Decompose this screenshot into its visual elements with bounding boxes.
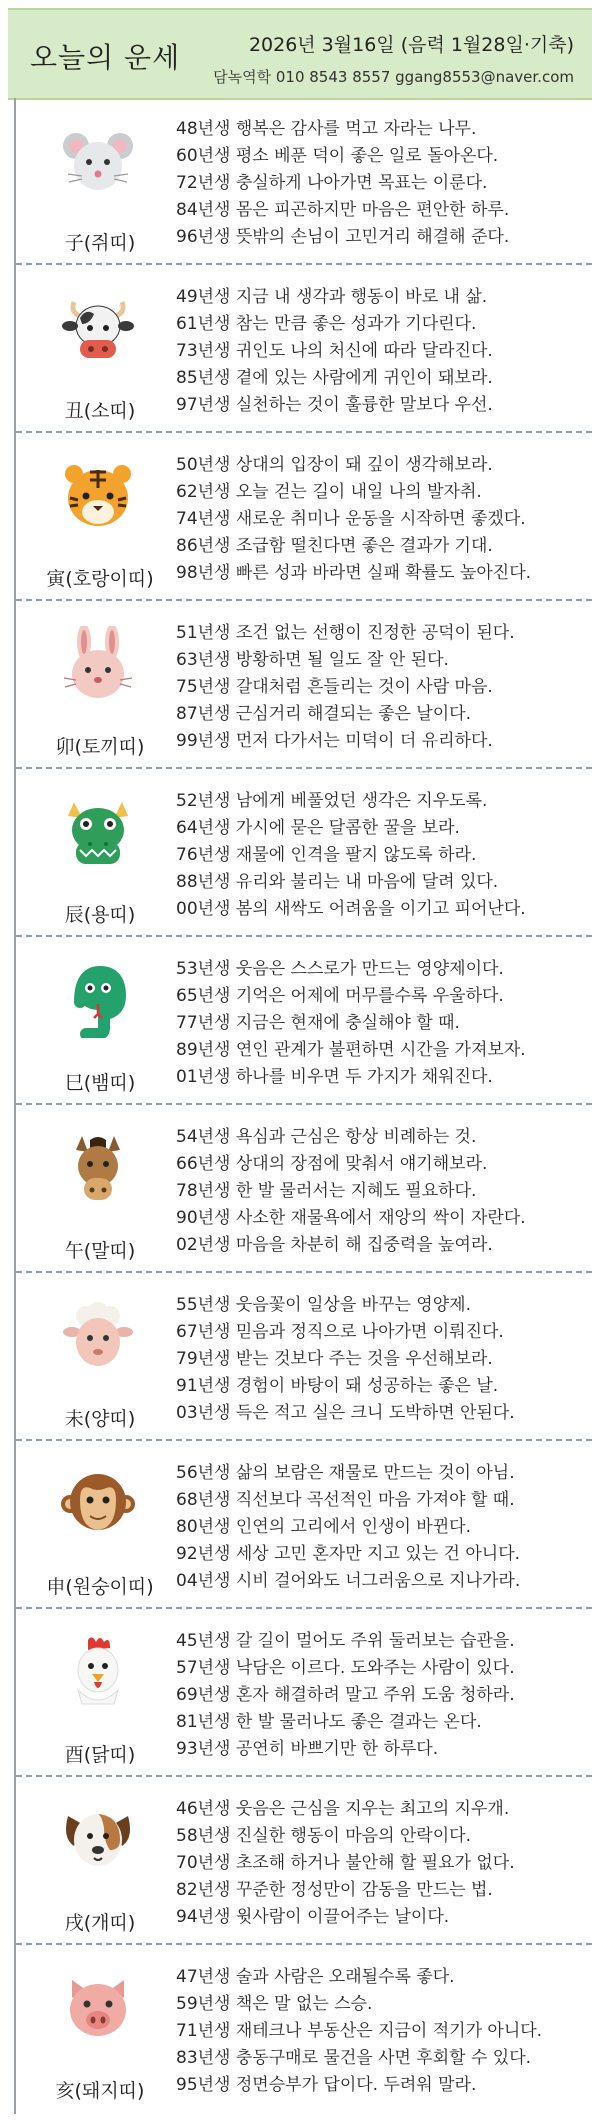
zodiac-name: 巳(뱀띠) <box>64 1072 136 1094</box>
fortune-line: 48년생 행복은 감사를 먹고 자라는 나무. <box>176 119 477 139</box>
fortune-line: 80년생 인연의 고리에서 인생이 바뀐다. <box>176 1517 471 1537</box>
fortune-line: 88년생 유리와 불리는 내 마음에 달려 있다. <box>176 872 499 892</box>
zodiac-name: 寅(호랑이띠) <box>46 568 154 590</box>
fortune-line: 89년생 연인 관계가 불편하면 시간을 가져보자. <box>176 1040 526 1060</box>
zodiac-section <box>16 604 592 769</box>
contact-info: 담녹역학 010 8543 8557 ggang8553@naver.com <box>213 68 574 86</box>
fortune-line: 45년생 갈 길이 멀어도 주위 둘러보는 습관을. <box>176 1631 515 1651</box>
page-title: 오늘의 운세 <box>30 41 181 74</box>
fortune-line: 78년생 한 발 물러서는 지혜도 필요하다. <box>176 1181 477 1201</box>
fortune-line: 77년생 지금은 현재에 충실해야 할 때. <box>176 1013 460 1033</box>
zodiac-animal <box>16 436 166 601</box>
fortune-line: 66년생 상대의 장점에 맞춰서 얘기해보라. <box>176 1154 488 1174</box>
fortune-line: 96년생 뜻밖의 손님이 고민거리 해결해 준다. <box>176 227 510 247</box>
fortune-line: 55년생 웃음꽃이 일상을 바꾸는 영양제. <box>176 1295 471 1315</box>
section-divider <box>16 263 592 265</box>
zodiac-name: 申(원숭이띠) <box>46 1576 154 1598</box>
section-divider <box>16 1271 592 1273</box>
fortune-line: 76년생 재물에 인격을 팔지 않도록 하라. <box>176 845 477 865</box>
zodiac-name: 午(말띠) <box>64 1240 136 1262</box>
fortune-line: 58년생 진실한 행동이 마음의 안락이다. <box>176 1826 471 1846</box>
fortune-line: 70년생 초조해 하거나 불안해 할 필요가 없다. <box>176 1853 515 1873</box>
fortune-line: 62년생 오늘 걷는 길이 내일 나의 발자취. <box>176 482 482 502</box>
zodiac-section <box>16 1612 592 1777</box>
fortune-line: 65년생 기억은 어제에 머무를수록 우울하다. <box>176 986 504 1006</box>
fortune-line: 61년생 참는 만큼 좋은 성과가 기다린다. <box>176 314 477 334</box>
zodiac-animal <box>16 940 166 1105</box>
zodiac-section <box>16 772 592 937</box>
zodiac-section <box>16 1276 592 1441</box>
zodiac-animal <box>16 1276 166 1441</box>
fortune-line: 75년생 갈대처럼 흔들리는 것이 사람 마음. <box>176 677 493 697</box>
sheep-icon <box>60 1298 136 1374</box>
ox-icon <box>60 290 136 366</box>
fortune-line: 01년생 하나를 비우면 두 가지가 채워진다. <box>176 1067 493 1087</box>
fortune-line: 03년생 득은 적고 실은 크니 도박하면 안된다. <box>176 1403 515 1423</box>
fortune-lines <box>176 1964 586 2099</box>
zodiac-name: 辰(용띠) <box>64 904 136 926</box>
fortune-lines <box>176 1124 586 1259</box>
fortune-line: 86년생 조급함 떨친다면 좋은 결과가 기대. <box>176 536 493 556</box>
fortune-line: 56년생 삶의 보람은 재물로 만드는 것이 아님. <box>176 1463 515 1483</box>
section-divider <box>16 767 592 769</box>
zodiac-animal <box>16 604 166 769</box>
fortune-lines <box>176 788 586 923</box>
fortune-line: 73년생 귀인도 나의 처신에 따라 달라진다. <box>176 341 493 361</box>
fortune-lines <box>176 620 586 755</box>
fortune-line: 60년생 평소 베푼 덕이 좋은 일로 돌아온다. <box>176 146 499 166</box>
zodiac-animal <box>16 772 166 937</box>
fortune-line: 51년생 조건 없는 선행이 진정한 공덕이 된다. <box>176 623 515 643</box>
tiger-icon <box>60 458 136 534</box>
fortune-line: 91년생 경험이 바탕이 돼 성공하는 좋은 날. <box>176 1376 499 1396</box>
date-label: 2026년 3월16일 (음력 1월28일·기축) <box>248 34 574 56</box>
rabbit-icon <box>60 626 136 702</box>
zodiac-animal <box>16 1948 166 2113</box>
section-divider <box>16 1775 592 1777</box>
section-divider <box>16 1943 592 1945</box>
header <box>8 8 592 100</box>
zodiac-name: 戌(개띠) <box>64 1912 136 1934</box>
horse-icon <box>60 1130 136 1206</box>
fortune-line: 00년생 봄의 새싹도 어려움을 이기고 피어난다. <box>176 899 526 919</box>
fortune-line: 68년생 직선보다 곡선적인 마음 가져야 할 때. <box>176 1490 515 1510</box>
rat-icon <box>60 122 136 198</box>
zodiac-name: 丑(소띠) <box>64 400 136 422</box>
zodiac-section <box>16 1948 592 2113</box>
zodiac-name: 未(양띠) <box>64 1408 136 1430</box>
zodiac-section <box>16 436 592 601</box>
fortune-line: 46년생 웃음은 근심을 지우는 최고의 지우개. <box>176 1799 510 1819</box>
monkey-icon <box>60 1466 136 1542</box>
fortune-lines <box>176 1460 586 1595</box>
section-divider <box>16 1607 592 1609</box>
rooster-icon <box>60 1634 136 1710</box>
section-divider <box>16 599 592 601</box>
fortune-line: 02년생 마음을 차분히 해 집중력을 높여라. <box>176 1235 493 1255</box>
dog-icon <box>60 1802 136 1878</box>
zodiac-animal <box>16 268 166 433</box>
fortune-line: 81년생 한 발 물러나도 좋은 결과는 온다. <box>176 1712 482 1732</box>
fortune-line: 50년생 상대의 입장이 돼 깊이 생각해보라. <box>176 455 493 475</box>
zodiac-name: 子(쥐띠) <box>64 232 136 254</box>
fortune-lines <box>176 1292 586 1427</box>
zodiac-section <box>16 940 592 1105</box>
fortune-line: 59년생 책은 말 없는 스승. <box>176 1994 373 2014</box>
fortune-line: 92년생 세상 고민 혼자만 지고 있는 건 아니다. <box>176 1544 521 1564</box>
fortune-lines <box>176 1796 586 1931</box>
fortune-line: 82년생 꾸준한 정성만이 감동을 만드는 법. <box>176 1880 493 1900</box>
zodiac-section <box>16 100 592 265</box>
zodiac-animal <box>16 1108 166 1273</box>
fortune-line: 79년생 받는 것보다 주는 것을 우선해보라. <box>176 1349 493 1369</box>
fortune-line: 97년생 실천하는 것이 훌륭한 말보다 우선. <box>176 395 493 415</box>
zodiac-animal <box>16 100 166 265</box>
fortune-line: 72년생 충실하게 나아가면 목표는 이룬다. <box>176 173 488 193</box>
fortune-lines <box>176 1628 586 1763</box>
section-divider <box>16 1439 592 1441</box>
zodiac-animal <box>16 1780 166 1945</box>
section-divider <box>16 1103 592 1105</box>
fortune-lines <box>176 956 586 1091</box>
zodiac-section <box>16 1108 592 1273</box>
fortune-line: 87년생 근심거리 해결되는 좋은 날이다. <box>176 704 471 724</box>
section-divider <box>16 431 592 433</box>
pig-icon <box>60 1970 136 2046</box>
fortune-line: 04년생 시비 걸어와도 너그러움으로 지나가라. <box>176 1571 521 1591</box>
zodiac-section <box>16 1444 592 1609</box>
fortune-lines <box>176 116 586 251</box>
fortune-line: 53년생 웃음은 스스로가 만드는 영양제이다. <box>176 959 504 979</box>
fortune-line: 74년생 새로운 취미나 운동을 시작하면 좋겠다. <box>176 509 526 529</box>
fortune-line: 90년생 사소한 재물욕에서 재앙의 싹이 자란다. <box>176 1208 526 1228</box>
fortune-line: 94년생 윗사람이 이끌어주는 날이다. <box>176 1907 450 1927</box>
fortune-line: 63년생 방황하면 될 일도 잘 안 된다. <box>176 650 449 670</box>
zodiac-section <box>16 1780 592 1945</box>
dragon-icon <box>60 794 136 870</box>
zodiac-name: 卯(토끼띠) <box>55 736 145 758</box>
zodiac-section <box>16 268 592 433</box>
fortune-line: 93년생 공연히 바쁘기만 한 하루다. <box>176 1739 439 1759</box>
zodiac-name: 酉(닭띠) <box>64 1744 136 1766</box>
fortune-line: 99년생 먼저 다가서는 미덕이 더 유리하다. <box>176 731 493 751</box>
fortune-line: 84년생 몸은 피곤하지만 마음은 편안한 하루. <box>176 200 510 220</box>
fortune-line: 54년생 욕심과 근심은 항상 비례하는 것. <box>176 1127 477 1147</box>
fortune-line: 69년생 혼자 해결하려 말고 주위 도움 청하라. <box>176 1685 515 1705</box>
section-divider <box>16 935 592 937</box>
fortune-line: 49년생 지금 내 생각과 행동이 바로 내 삶. <box>176 287 488 307</box>
fortune-line: 95년생 정면승부가 답이다. 두려워 말라. <box>176 2075 477 2095</box>
fortune-line: 85년생 곁에 있는 사람에게 귀인이 돼보라. <box>176 368 493 388</box>
snake-icon <box>60 962 136 1038</box>
fortune-line: 71년생 재테크나 부동산은 지금이 적기가 아니다. <box>176 2021 543 2041</box>
fortune-line: 64년생 가시에 묻은 달콤한 꿀을 보라. <box>176 818 460 838</box>
fortune-lines <box>176 452 586 587</box>
zodiac-animal <box>16 1612 166 1777</box>
fortune-line: 52년생 남에게 베풀었던 생각은 지우도록. <box>176 791 488 811</box>
fortune-line: 57년생 낙담은 이르다. 도와주는 사람이 있다. <box>176 1658 515 1678</box>
zodiac-name: 亥(돼지띠) <box>55 2080 145 2102</box>
fortune-lines <box>176 284 586 419</box>
fortune-line: 47년생 술과 사람은 오래될수록 좋다. <box>176 1967 455 1987</box>
fortune-line: 98년생 빠른 성과 바라면 실패 확률도 높아진다. <box>176 563 532 583</box>
zodiac-animal <box>16 1444 166 1609</box>
fortune-line: 67년생 믿음과 정직으로 나아가면 이뤄진다. <box>176 1322 504 1342</box>
fortune-line: 83년생 충동구매로 물건을 사면 후회할 수 있다. <box>176 2048 532 2068</box>
